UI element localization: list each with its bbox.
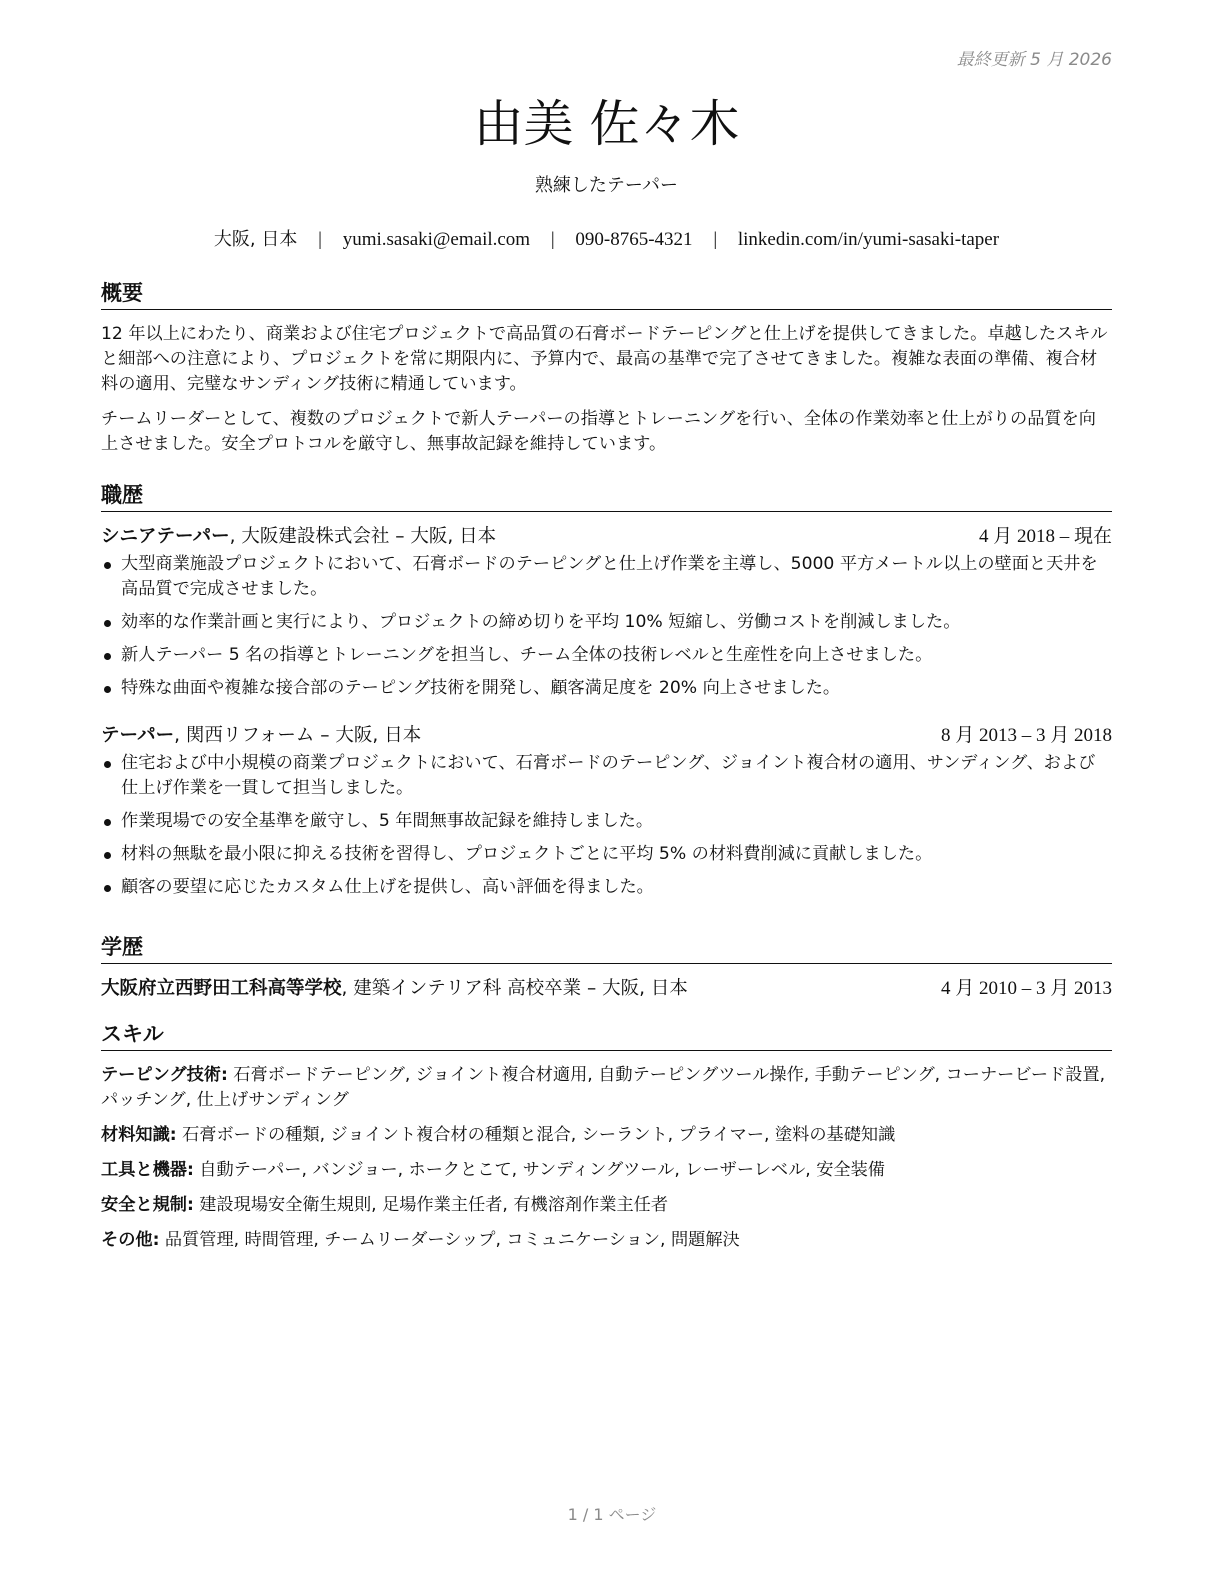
job-header xyxy=(101,723,1112,749)
summary-section xyxy=(101,277,1112,457)
job-bullet: 作業現場での安全基準を厳守し、5 年間無事故記録を維持しました。 xyxy=(101,809,1112,834)
job-dates: 8 月 2013 – 3 月 2018 xyxy=(940,725,1112,746)
job-company: , 関西リフォーム – 大阪, 日本 xyxy=(174,725,422,746)
job-bullets xyxy=(101,751,1112,900)
job-entry xyxy=(101,723,1112,900)
job-bullet: 効率的な作業計画と実行により、プロジェクトの締め切りを平均 10% 短縮し、労働コストを削減しました。 xyxy=(101,610,1112,635)
job-bullet: 住宅および中小規模の商業プロジェクトにおいて、石膏ボードのテーピング、ジョイント複合材の適用、サンディング、および仕上げ作業を一貫して担当しました。 xyxy=(101,751,1112,801)
skill-label: 材料知識: xyxy=(101,1125,177,1145)
job-bullet: 材料の無駄を最小限に抑える技術を習得し、プロジェクトごとに平均 5% の材料費削減に貢献しました。 xyxy=(101,842,1112,867)
skill-value: 石膏ボードテーピング, ジョイント複合材適用, 自動テーピングツール操作, 手動テーピング, コーナービード設置, パッチング, 仕上げサンディング xyxy=(101,1065,1106,1110)
summary-paragraph: チームリーダーとして、複数のプロジェクトで新人テーパーの指導とトレーニングを行い、全体の作業効率と仕上がりの品質を向上させました。安全プロトコルを厳守し、無事故記録を維持しています。 xyxy=(101,409,1096,454)
skill-item xyxy=(101,1123,1112,1148)
skill-value: 品質管理, 時間管理, チームリーダーシップ, コミュニケーション, 問題解決 xyxy=(159,1230,740,1250)
job-bullet: 大型商業施設プロジェクトにおいて、石膏ボードのテーピングと仕上げ作業を主導し、5000 平方メートル以上の壁面と天井を高品質で完成させました。 xyxy=(101,552,1112,602)
section-title-education: 学歴 xyxy=(101,931,1112,964)
contact-separator: | xyxy=(318,229,322,250)
skills-list xyxy=(101,1063,1112,1253)
job-dates: 4 月 2018 – 現在 xyxy=(978,526,1112,547)
skill-label: 工具と機器: xyxy=(101,1160,194,1180)
section-title-skills: スキル xyxy=(101,1018,1112,1051)
resume-page xyxy=(101,0,1112,1584)
education-detail: , 建築インテリア科 高校卒業 – 大阪, 日本 xyxy=(341,978,688,999)
job-bullet: 顧客の要望に応じたカスタム仕上げを提供し、高い評価を得ました。 xyxy=(101,875,1112,900)
last-updated: 最終更新 5 月 2026 xyxy=(956,50,1112,70)
section-title-experience: 職歴 xyxy=(101,479,1112,512)
candidate-name: 由美 佐々木 xyxy=(473,95,740,153)
contact-email[interactable]: yumi.sasaki@email.com xyxy=(342,229,531,250)
contact-location: 大阪, 日本 xyxy=(213,229,298,250)
job-bullet: 新人テーパー 5 名の指導とトレーニングを担当し、チーム全体の技術レベルと生産性を向上させました。 xyxy=(101,643,1112,668)
skill-label: その他: xyxy=(101,1230,160,1250)
job-company: , 大阪建設株式会社 – 大阪, 日本 xyxy=(229,526,497,547)
education-entry xyxy=(101,976,1112,1002)
contact-separator: | xyxy=(713,229,718,250)
skill-item xyxy=(101,1193,1112,1218)
experience-section xyxy=(101,479,1112,908)
skill-label: 安全と規制: xyxy=(101,1195,194,1215)
job-role: シニアテーパー xyxy=(101,526,230,547)
contact-separator: | xyxy=(550,229,555,250)
school-name: 大阪府立西野田工科高等学校 xyxy=(101,978,342,999)
job-bullets xyxy=(101,552,1112,701)
job-role: テーパー xyxy=(101,725,175,746)
skills-section xyxy=(101,1018,1112,1263)
job-bullet: 特殊な曲面や複雑な接合部のテーピング技術を開発し、顧客満足度を 20% 向上させました。 xyxy=(101,676,1112,701)
skill-label: テーピング技術: xyxy=(101,1065,228,1085)
skill-value: 石膏ボードの種類, ジョイント複合材の種類と混合, シーラント, プライマー, 塗料の基礎知識 xyxy=(176,1125,896,1145)
skill-item xyxy=(101,1158,1112,1183)
education-dates: 4 月 2010 – 3 月 2013 xyxy=(940,978,1112,999)
job-header xyxy=(101,524,1112,550)
job-title: 熟練したテーパー xyxy=(534,175,679,196)
page-number: 1 / 1 ページ xyxy=(567,1505,657,1524)
summary-paragraph: 12 年以上にわたり、商業および住宅プロジェクトで高品質の石膏ボードテーピングと仕上げを提供してきました。卓越したスキルと細部への注意により、プロジェクトを常に期限内に、予算内で、最高の基準で完了させてきました。複雑な表面の準備、複合材料の適用、完璧なサンディング技術に精通しています。 xyxy=(101,324,1108,394)
contact-phone[interactable]: 090-8765-4321 xyxy=(575,229,693,250)
section-title-summary: 概要 xyxy=(101,277,1112,310)
education-section xyxy=(101,931,1112,1002)
skill-item xyxy=(101,1063,1112,1113)
skill-value: 自動テーパー, バンジョー, ホークとこて, サンディングツール, レーザーレベル, 安全装備 xyxy=(193,1160,885,1180)
contact-linkedin[interactable]: linkedin.com/in/yumi-sasaki-taper xyxy=(737,229,1000,250)
job-entry xyxy=(101,524,1112,701)
contact-line xyxy=(101,225,1112,251)
skill-item xyxy=(101,1228,1112,1253)
skill-value: 建設現場安全衛生規則, 足場作業主任者, 有機溶剤作業主任者 xyxy=(193,1195,669,1215)
